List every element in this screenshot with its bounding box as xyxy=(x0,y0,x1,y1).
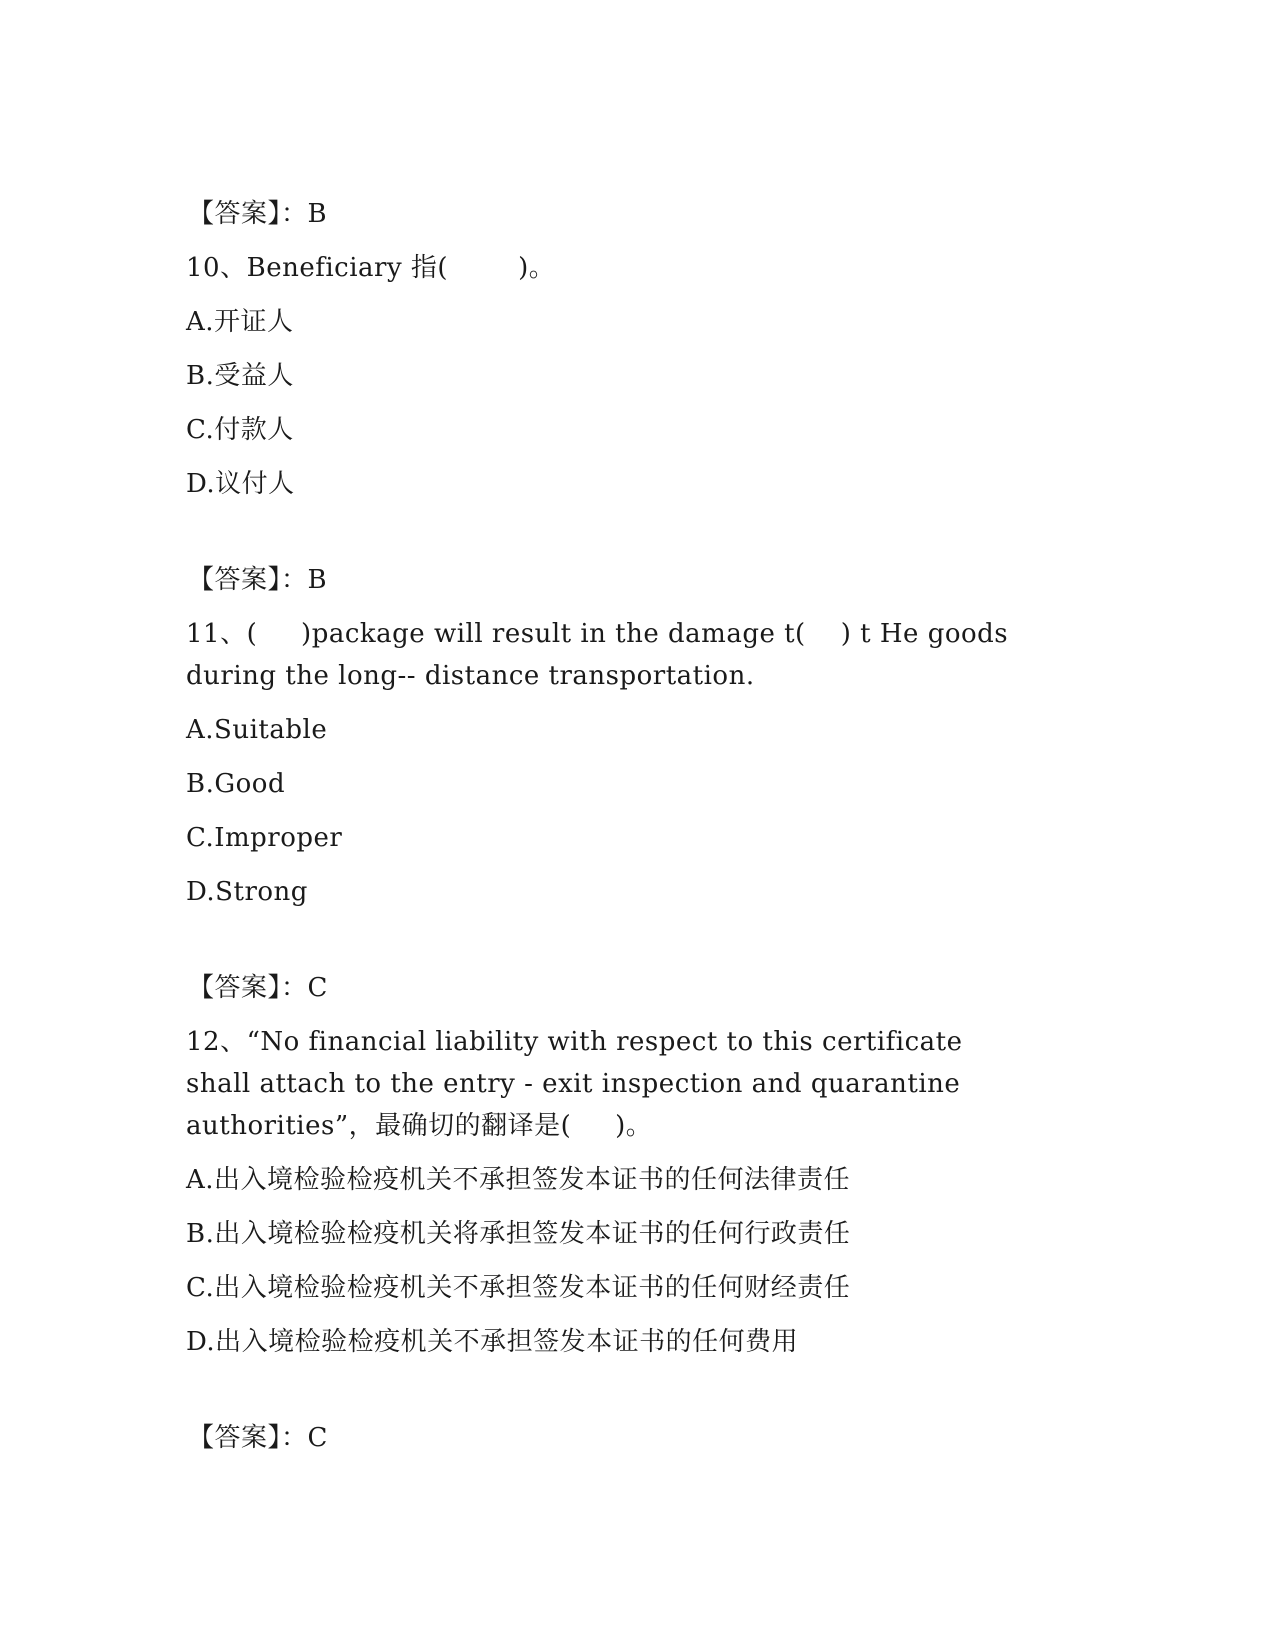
question-12-text-cont: authorities”，最确切的翻译是( )。 xyxy=(186,1111,653,1141)
question-10-text: 10、Beneficiary 指( )。 xyxy=(186,253,556,283)
answer-line: 【答案】：C xyxy=(188,1423,328,1453)
option-b: B.出入境检验检疫机关将承担签发本证书的任何行政责任 xyxy=(186,1219,851,1249)
option-b: B.Good xyxy=(186,769,286,799)
option-c: C.付款人 xyxy=(186,415,294,445)
answer-line: 【答案】：B xyxy=(188,199,328,229)
question-12-text: 12、“No financial liability with respect to this certificate xyxy=(186,1027,963,1057)
question-12-text-cont: shall attach to the entry - exit inspection and quarantine xyxy=(186,1069,961,1099)
option-c: C.出入境检验检疫机关不承担签发本证书的任何财经责任 xyxy=(186,1273,851,1303)
answer-line: 【答案】：C xyxy=(188,973,328,1003)
option-b: B.受益人 xyxy=(186,361,294,391)
option-d: D.议付人 xyxy=(186,469,295,499)
question-11-text-cont: during the long-- distance transportation. xyxy=(186,661,755,691)
question-11-text: 11、( )package will result in the damage t( ) t He goods xyxy=(186,619,1009,649)
option-d: D.Strong xyxy=(186,877,308,907)
option-a: A.出入境检验检疫机关不承担签发本证书的任何法律责任 xyxy=(186,1165,851,1195)
option-a: A.Suitable xyxy=(186,715,328,745)
option-c: C.Improper xyxy=(186,823,343,853)
answer-line: 【答案】：B xyxy=(188,565,328,595)
option-a: A.开证人 xyxy=(186,307,294,337)
option-d: D.出入境检验检疫机关不承担签发本证书的任何费用 xyxy=(186,1327,799,1357)
